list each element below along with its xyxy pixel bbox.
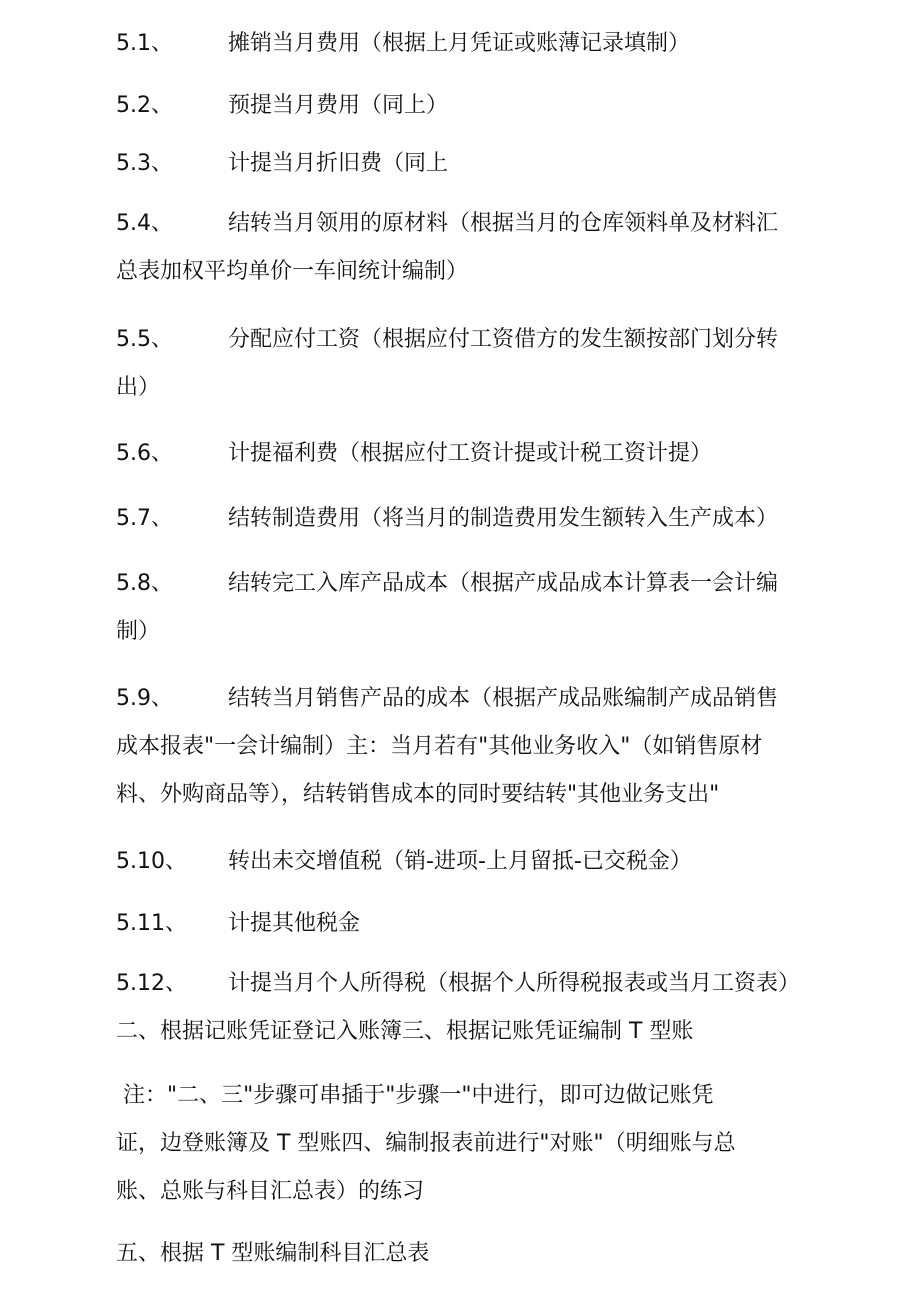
item-text: 摊销当月费用（根据上月凭证或账薄记录填制） — [228, 31, 691, 56]
item-number: 5.11、 — [116, 911, 187, 936]
list-item-5-1 — [116, 20, 816, 68]
item-number: 5.6、 — [116, 441, 173, 466]
item-number: 5.7、 — [116, 506, 173, 531]
item-text-continued: 总表加权平均单价一车间统计编制） — [116, 259, 469, 284]
item-text: 结转当月领用的原材料（根据当月的仓库领料单及材料汇 — [228, 211, 779, 236]
list-item-5-4 — [116, 200, 816, 296]
list-item-5-9 — [116, 675, 816, 819]
list-item-5-2 — [116, 82, 816, 130]
note-line-3: 账、总账与科目汇总表）的练习 — [116, 1179, 425, 1204]
item-text: 转出未交增值税（销-进项-上月留抵-已交税金） — [228, 849, 692, 874]
note-line-1: 注："二、三"步骤可串插于"步骤一"中进行，即可边做记账凭 — [116, 1083, 714, 1108]
note-paragraph — [116, 1072, 816, 1216]
item-text: 计提福利费（根据应付工资计提或计税工资计提） — [228, 441, 713, 466]
section-five-heading: 五、根据 T 型账编制科目汇总表 — [116, 1241, 430, 1266]
item-number: 5.9、 — [116, 686, 173, 711]
list-item-5-6 — [116, 430, 816, 478]
item-text-continued: 出） — [116, 375, 161, 400]
list-item-5-12 — [116, 960, 816, 1008]
item-text: 计提当月个人所得税（根据个人所得税报表或当月工资表） — [228, 971, 801, 996]
item-text-continued-2: 料、外购商品等），结转销售成本的同时要结转"其他业务支出" — [116, 782, 720, 807]
item-text: 计提当月折旧费（同上 — [228, 151, 449, 176]
list-item-5-8 — [116, 560, 816, 656]
item-text: 分配应付工资（根据应付工资借方的发生额按部门划分转 — [228, 327, 779, 352]
list-item-5-11 — [116, 900, 816, 948]
item-text: 结转制造费用（将当月的制造费用发生额转入生产成本） — [228, 506, 779, 531]
section-two-heading: 二、根据记账凭证登记入账簿三、根据记账凭证编制 T 型账 — [116, 1019, 694, 1044]
item-text: 结转当月销售产品的成本（根据产成品账编制产成品销售 — [228, 686, 779, 711]
item-text-continued: 成本报表"一会计编制）主：当月若有"其他业务收入"（如销售原材 — [116, 734, 763, 759]
item-number: 5.8、 — [116, 571, 173, 596]
item-number: 5.3、 — [116, 151, 173, 176]
list-item-5-3 — [116, 140, 816, 188]
list-item-5-5 — [116, 316, 816, 412]
list-item-5-7 — [116, 495, 816, 543]
item-text: 结转完工入库产品成本（根据产成品成本计算表一会计编 — [228, 571, 779, 596]
item-number: 5.12、 — [116, 971, 187, 996]
item-number: 5.4、 — [116, 211, 173, 236]
item-text: 预提当月费用（同上） — [228, 93, 449, 118]
item-number: 5.5、 — [116, 327, 173, 352]
item-number: 5.10、 — [116, 849, 187, 874]
item-number: 5.1、 — [116, 31, 173, 56]
item-text-continued: 制） — [116, 619, 161, 644]
note-line-2: 证，边登账簿及 T 型账四、编制报表前进行"对账"（明细账与总 — [116, 1131, 736, 1156]
list-item-5-10 — [116, 838, 816, 886]
item-text: 计提其他税金 — [228, 911, 361, 936]
item-number: 5.2、 — [116, 93, 173, 118]
